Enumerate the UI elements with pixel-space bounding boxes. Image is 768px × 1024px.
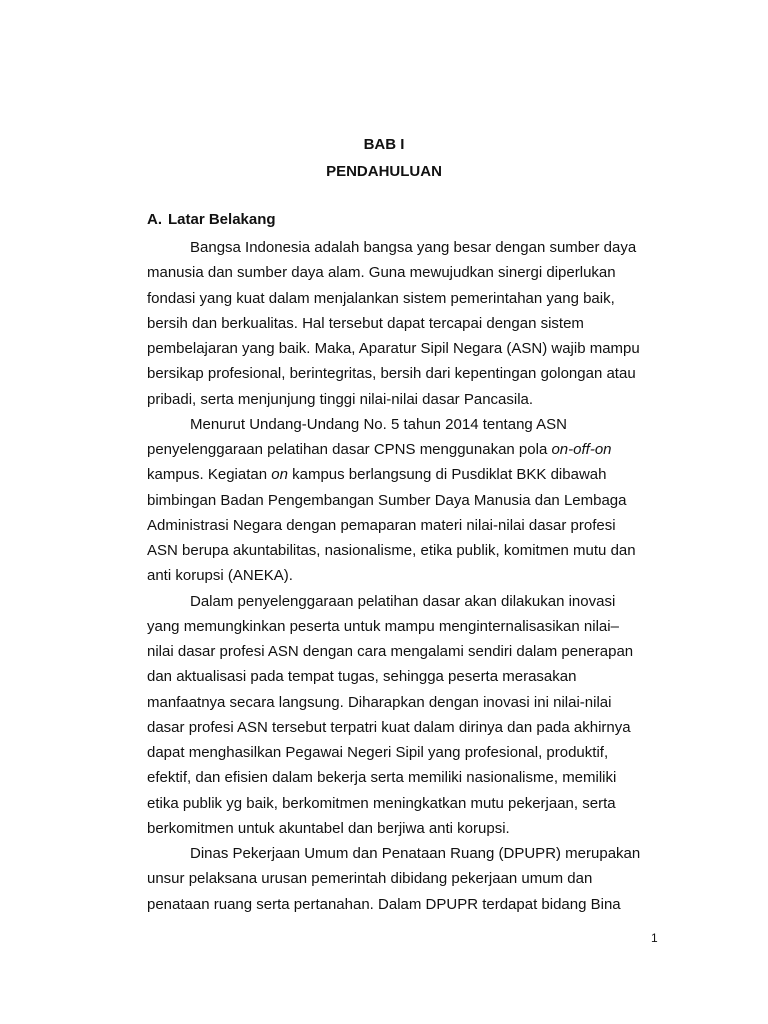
chapter-title: PENDAHULUAN xyxy=(326,163,442,180)
section-heading xyxy=(147,210,276,230)
section-title-text: Latar Belakang xyxy=(168,211,276,228)
text-line: Bangsa Indonesia adalah bangsa yang besar dengan sumber daya xyxy=(190,239,637,256)
text-line: bersih dan berkualitas. Hal tersebut dapat tercapai dengan sistem xyxy=(147,314,584,332)
text-line: dan aktualisasi pada tempat tugas, sehingga peserta merasakan xyxy=(147,668,577,686)
italic-term: on xyxy=(271,466,288,484)
text-line: Dinas Pekerjaan Umum dan Penataan Ruang (DPUPR) merupakan xyxy=(190,845,641,862)
text-line: penataan ruang serta pertanahan. Dalam DPUPR terdapat bidang Bina xyxy=(147,895,621,913)
text-line: bersikap profesional, berintegritas, bersih dari kepentingan golongan atau xyxy=(147,365,636,383)
text-line: anti korupsi (ANEKA). xyxy=(147,567,293,585)
text-line: nilai dasar profesi ASN dengan cara mengalami sendiri dalam penerapan xyxy=(147,643,634,660)
text-line: ASN berupa akuntabilitas, nasionalisme, etika publik, komitmen mutu dan xyxy=(147,542,636,559)
text-line: efektif, dan efisien dalam bekerja serta memiliki nasionalisme, memiliki xyxy=(147,769,617,787)
text-line: dasar profesi ASN tersebut terpatri kuat dalam dirinya dan pada akhirnya xyxy=(147,718,631,736)
text-line: manusia dan sumber daya alam. Guna mewujudkan sinergi diperlukan xyxy=(147,264,616,282)
text-line: yang memungkinkan peserta untuk mampu menginternalisasikan nilai– xyxy=(147,617,619,635)
text-line: fondasi yang kuat dalam menjalankan sistem pemerintahan yang baik, xyxy=(147,289,615,307)
text-line: berkomitmen untuk akuntabel dan berjiwa anti korupsi. xyxy=(147,819,510,837)
text-line: pembelajaran yang baik. Maka, Aparatur Sipil Negara (ASN) wajib mampu xyxy=(147,340,640,357)
chapter-heading: BAB I xyxy=(363,136,405,153)
text-line: Dalam penyelenggaraan pelatihan dasar akan dilakukan inovasi xyxy=(190,592,616,610)
page-number: 1 xyxy=(651,931,658,945)
italic-term: on-off-on xyxy=(551,441,612,458)
text-line: kampus. Kegiatan on kampus berlangsung di Pusdiklat BKK dibawah xyxy=(147,466,607,484)
text-line: etika publik yg baik, berkomitmen meningkatkan mutu pekerjaan, serta xyxy=(147,794,616,812)
text-line: Menurut Undang-Undang No. 5 tahun 2014 tentang ASN xyxy=(190,415,567,433)
text-line: penyelenggaraan pelatihan dasar CPNS menggunakan pola on-off-on xyxy=(147,441,612,458)
text-line: bimbingan Badan Pengembangan Sumber Daya Manusia dan Lembaga xyxy=(147,491,627,509)
text-line: Administrasi Negara dengan pemaparan materi nilai-nilai dasar profesi xyxy=(147,516,616,534)
text-line: manfaatnya secara langsung. Diharapkan dengan inovasi ini nilai-nilai xyxy=(147,693,612,711)
text-line: unsur pelaksana urusan pemerintah dibidang pekerjaan umum dan xyxy=(147,870,593,888)
section-letter: A. xyxy=(147,211,162,228)
text-line: pribadi, serta menjunjung tinggi nilai-nilai dasar Pancasila. xyxy=(147,390,534,408)
text-line: dapat menghasilkan Pegawai Negeri Sipil yang profesional, produktif, xyxy=(147,744,609,761)
body-text xyxy=(147,235,659,917)
